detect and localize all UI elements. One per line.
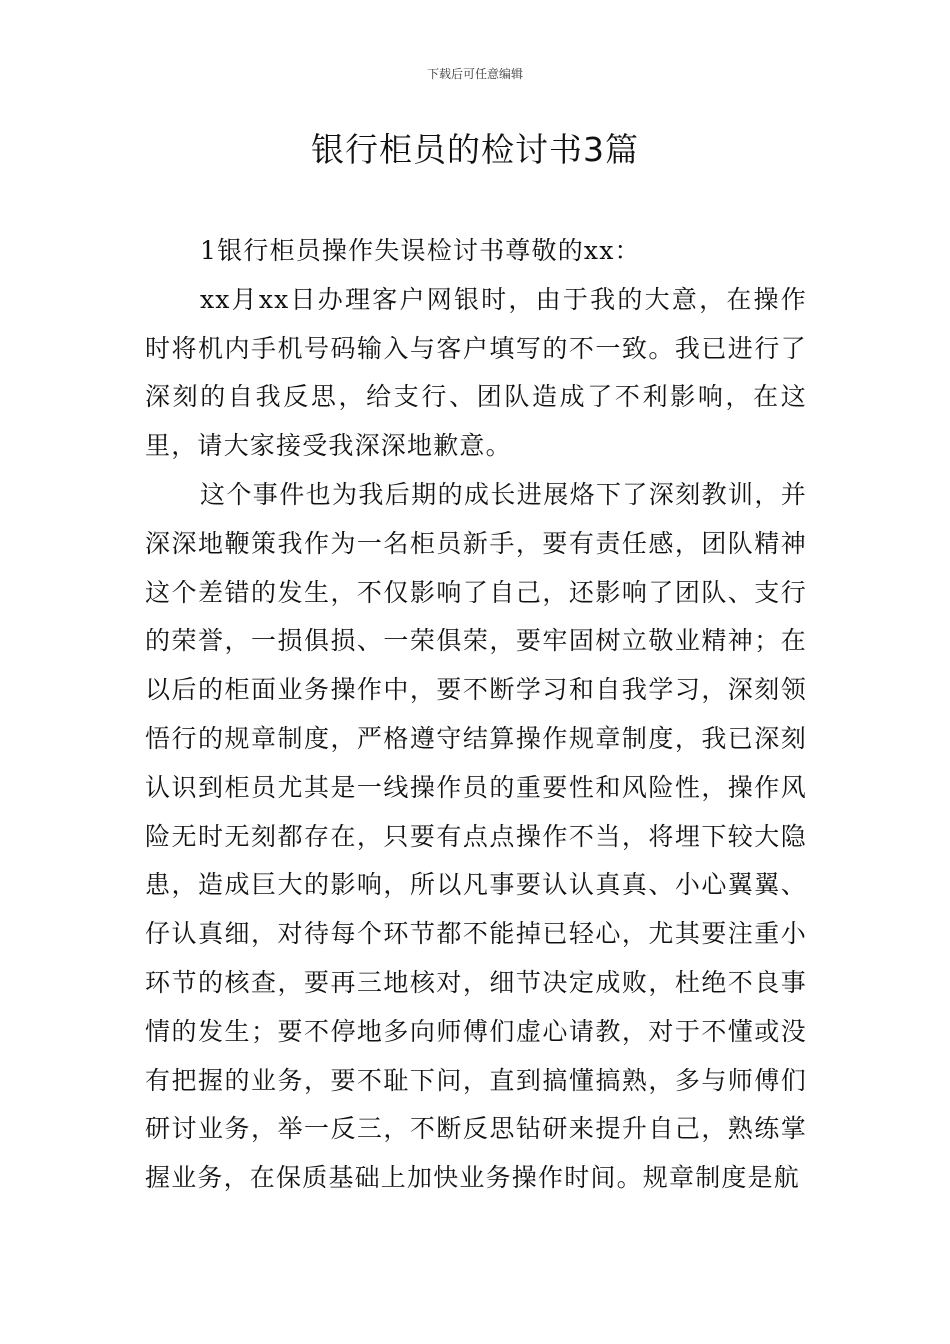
paragraph-intro: 1银行柜员操作失误检讨书尊敬的xx： <box>200 236 641 265</box>
paragraph-reflection: 这个事件也为我后期的成长进展烙下了深刻教训，并深深地鞭策我作为一名柜员新手，要有责任感，团队精神这个差错的发生，不仅影响了自己，还影响了团队、支行的荣誉，一损俱损、一荣俱荣，要牢固树立敬业精神；在以后的柜面业务操作中，要不断学习和自我学习，深刻领悟行的规章制度，严格遵守结算操作规章制度，我已深刻认识到柜员尤其是一线操作员的重要性和风险性，操作风险无时无刻都存在，只要有点点操作不当，将埋下较大隐患，造成巨大的影响，所以凡事要认认真真、小心翼翼、仔认真细，对待每个环节都不能掉已轻心，尤其要注重小环节的核查，要再三地核对，细节决定成败，杜绝不良事情的发生；要不停地多向师傅们虚心请教，对于不懂或没有把握的业务，要不耻下问，直到搞懂搞熟，多与师傅们研讨业务，举一反三，不断反思钻研来提升自己，熟练掌握业务，在保质基础上加快业务操作时间。规章制度是航 <box>145 479 807 1193</box>
page-title: 银行柜员的检讨书3篇 <box>311 130 639 169</box>
paragraph-incident: xx月xx日办理客户网银时，由于我的大意，在操作时将机内手机号码输入与客户填写的不一致。我已进行了深刻的自我反思，给支行、团队造成了不利影响，在这里，请大家接受我深深地歉意。 <box>145 284 807 461</box>
document-body <box>145 227 807 1203</box>
header-note: 下载后可任意编辑 <box>426 67 523 81</box>
